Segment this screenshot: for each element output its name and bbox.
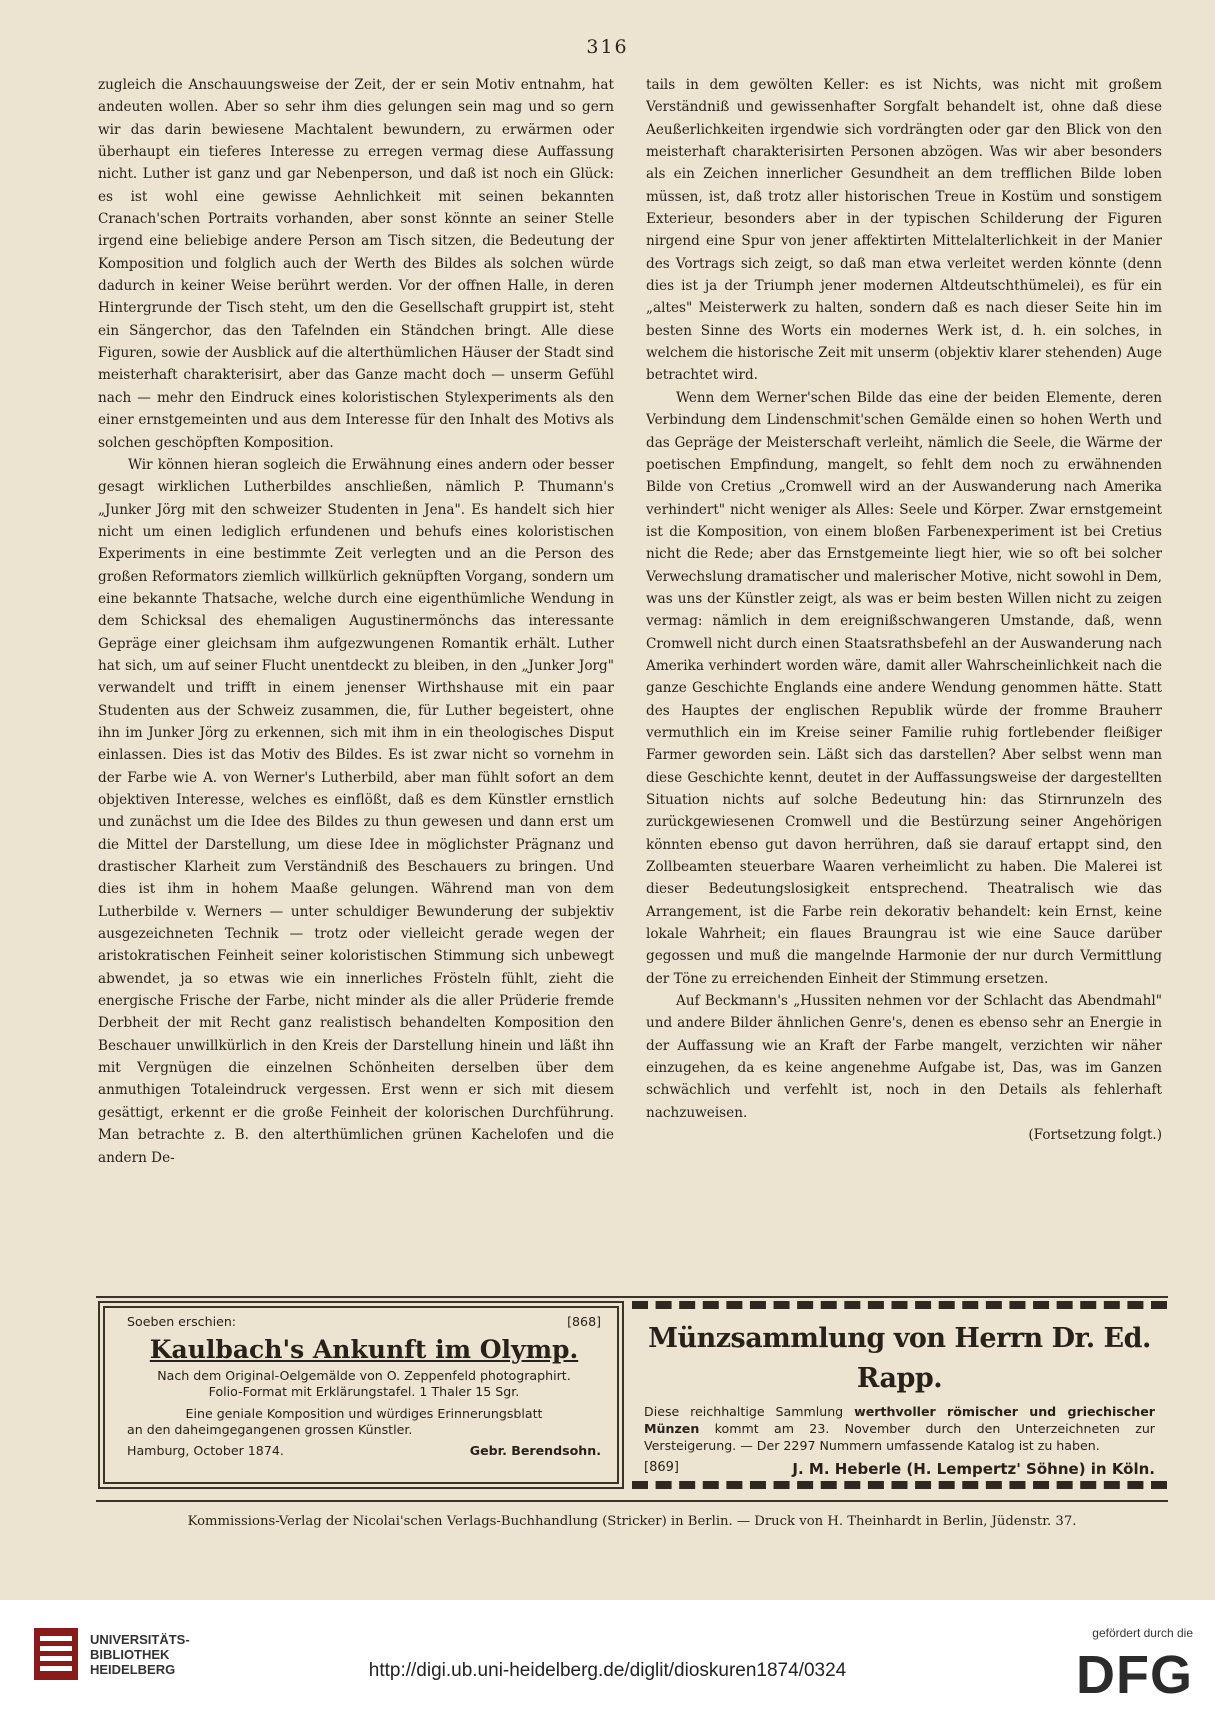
ad-number: [869] bbox=[644, 1460, 679, 1475]
permalink-url[interactable]: http://digi.ub.uni-heidelberg.de/diglit/dioskuren1874/0324 bbox=[368, 1660, 847, 1681]
ad-intro: Soeben erschien: bbox=[127, 1314, 237, 1329]
ad-line-2: Folio-Format mit Erklärungstafel. 1 Thaler 15 Sgr. bbox=[208, 1384, 520, 1399]
right-paragraph-3: Auf Beckmann's „Hussiten nehmen vor der Schlacht das Abendmahl" und andere Bilder ähnlichen Genre's, denen es ebenso sehr an Energie in der Auffassung wie an Kraft der Farbe mangelt, verzichten wir näher einzugehen, da es keine angenehme Aufgabe ist, Das, was im Ganzen schwächlich und verfehlt ist, noch in den Details als fehlerhaft nachzuweisen. bbox=[646, 993, 1162, 1121]
left-text-column bbox=[98, 74, 614, 1294]
ad-firm: J. M. Heberle (H. Lempertz' Söhne) in Köln. bbox=[792, 1460, 1155, 1478]
ad-title: Münzsammlung von Herrn Dr. Ed. Rapp. bbox=[648, 1323, 1151, 1394]
continuation-note: (Fortsetzung folgt.) bbox=[1028, 1127, 1162, 1144]
ad-title: Kaulbach's Ankunft im Olymp. bbox=[149, 1335, 579, 1364]
funded-by-label: gefördert durch die bbox=[1092, 1626, 1193, 1640]
bottom-divider bbox=[96, 1500, 1168, 1502]
top-divider bbox=[96, 1296, 1168, 1298]
imprint-line: Kommissions-Verlag der Nicolai'schen Verlags-Buchhandlung (Stricker) in Berlin. — Druck von H. Theinhardt in Berlin, Jüdenstr. 37. bbox=[187, 1514, 1077, 1529]
page-number: 316 bbox=[586, 36, 629, 58]
ad-number: [868] bbox=[567, 1314, 601, 1329]
ad-line-3: Eine geniale Komposition und würdiges Erinnerungsblatt bbox=[185, 1406, 543, 1421]
right-paragraph-2: Wenn dem Werner'schen Bilde das eine der beiden Elemente, deren Verbindung dem Lindenschmit'schen Gemälde einen so hohen Werth und das Gepräge der Meisterschaft verleiht, nämlich die Seele, die Wärme der poetischen Empfindung, mangelt, so fehlt dem noch zu erwähnenden Bilde von Cretius „Cromwell wird an der Auswanderung nach Amerika verhindert" nicht weniger als Alles: Seele und Körper. Zwar ernstgemeint ist die Komposition, von einem bloßen Farbenexperiment ist bei Cretius nicht die Rede; aber das Ernstgemeinte liegt hier, wie so oft bei solcher Verwechslung dramatischer und malerischer Motive, nicht sowohl in Dem, was uns der Künstler zeigt, als was er beim besten Willen nicht zu zeigen vermag: nämlich in dem ereignißschwangeren Umstande, daß, wenn Cromwell nicht durch einen Staatsrathsbefehl an der Auswanderung nach Amerika verhindert worden wäre, damit aller Wahrscheinlichkeit nach die ganze Geschichte Englands eine andere Wendung genommen hätte. Statt des Hauptes der englischen Republik würde der fromme Brauherr vermuthlich ein im Kreise seiner Familie ruhig fortlebender fleißiger Farmer geworden sein. Läßt sich das darstellen? Aber selbst wenn man diese Geschichte kennt, deutet in der Auffassungsweise der dargestellten Situation nichts auf solche Bedeutung hin: das Stirnrunzeln des zurückgewiesenen Cromwell und die Bestürzung seiner Angehörigen könnten ebenso gut davon herrühren, daß sie darauf ertappt sind, den Zollbeamten steuerbare Waaren verheimlicht zu haben. Die Malerei ist dieser Bedeutungslosigkeit entsprechend. Theatralisch wie das Arrangement, ist die Farbe rein dekorativ behandelt: kein Ernst, keine lokale Wahrheit; ein flaues Braungrau ist wie eine Sauce darüber gegossen und muß die mangelnde Harmonie der nur durch Vermittlung der Töne zu erreichenden Einheit der Stimmung ersetzen. bbox=[646, 389, 1162, 987]
library-name-line-1: UNIVERSITÄTS- bbox=[90, 1631, 190, 1647]
ad-body: Diese reichhaltige Sammlung werthvoller römischer und griechischer Münzen kommt am 23. November durch den Unterzeichneten zur Versteigerung. — Der 2297 Nummern umfassende Katalog ist zu haben. bbox=[644, 1404, 1155, 1453]
advertisement-coin-collection bbox=[632, 1301, 1167, 1489]
left-paragraph-2: Wir können hieran sogleich die Erwähnung eines andern oder besser gesagt wirklichen Lutherbildes anschließen, nämlich P. Thumann's „Junker Jörg mit den schweizer Studenten in Jena". Es handelt sich hier nicht um einen lediglich erfundenen und behufs eines koloristischen Experiments in eine bestimmte Zeit verlegten und an die Person des großen Reformators ziemlich willkürlich geknüpften Vorgang, sondern um eine bekannte Thatsache, welche durch eine eigenthümliche Wendung in dem Schicksal des ehemaligen Augustinermönchs das interessante Gepräge einer gleichsam ihm aufgezwungenen Romantik erhält. Luther hat sich, um auf seiner Flucht unentdeckt zu bleiben, in den „Junker Jorg" verwandelt und trifft in einem jenenser Wirthshause mit ein paar Studenten aus der Schweiz zusammen, die, für Luther begeistert, ohne ihn im Junker Jörg zu erkennen, sich mit ihm in ein theologisches Disput einlassen. Dies ist das Motiv des Bildes. Es ist zwar nicht so vornehm in der Farbe wie A. von Werner's Lutherbild, aber man fühlt sofort an dem objektiven Interesse, welches es einflößt, daß es dem Künstler ernstlich und zunächst um die Idee des Bildes zu thun gewesen und dann erst um die Mittel der Darstellung, um diese Idee in möglichster Prägnanz und drastischer Klarheit zum Verständniß des Beschauers zu bringen. Und dies ist ihm in hohem Maaße gelungen. Während man von dem Lutherbilde v. Werners — unter schuldiger Bewunderung der subjektiv ausgezeichneten Technik — trotz oder vielleicht gerade wegen der aristokratischen Feinheit seiner koloristischen Stimmung sich unbewegt abwendet, ja so etwas wie ein innerliches Frösteln fühlt, zieht die energische Frische der Farbe, nicht minder als die aller Prüderie fremde Derbheit der mit Recht ganz realistisch behandelten Komposition den Beschauer unwillkürlich in den Kreis der Darstellung hinein und läßt ihn mit Vergnügen die einzelnen Schönheiten derselben über dem anmuthigen Totaleindruck vergessen. Erst wenn er sich mit diesem gesättigt, erkennt er die große Feinheit der kolorischen Durchführung. Man betrachte z. B. den alterthümlichen grünen Kachelofen und die andern De- bbox=[98, 456, 614, 1166]
library-name-line-2: BIBLIOTHEK bbox=[90, 1646, 170, 1662]
dfg-logo: DFG bbox=[1076, 1645, 1193, 1705]
advertisement-kaulbach bbox=[98, 1301, 624, 1489]
ad-publisher: Gebr. Berendsohn. bbox=[469, 1443, 601, 1458]
library-name-line-3: HEIDELBERG bbox=[90, 1661, 176, 1677]
ad-place-date: Hamburg, October 1874. bbox=[127, 1443, 284, 1458]
left-paragraph-1: zugleich die Anschauungsweise der Zeit, der er sein Motiv entnahm, hat andeuten wollen. Aber so sehr ihm dies gelungen sein mag und so gern wir das darin bewiesene Machtalent bewundern, zu erwärmen oder überhaupt ein tieferes Interesse zu erregen vermag diese Auffassung nicht. Luther ist ganz und gar Nebenperson, und daß ist noch ein Glück: es ist wohl eine gewisse Aehnlichkeit mit seinen bekannten Cranach'schen Portraits vorhanden, aber sonst könnte an seiner Stelle irgend eine beliebige andere Person am Tisch sitzen, die Bedeutung der Komposition und folglich auch der Werth des Bildes als solchen würde dadurch in keiner Weise berührt werden. Vor der offnen Halle, in deren Hintergrunde der Tisch steht, um den die Gesellschaft gruppirt ist, steht ein Sängerchor, das den Tafelnden ein Ständchen bringt. Alle diese Figuren, sowie der Ausblick auf die alterthümlichen Häuser der Stadt sind meisterhaft charakterisirt, aber das Ganze macht doch — unserm Gefühl nach — mehr den Eindruck eines koloristischen Stylexperiments als den einer ernstgemeinten und aus dem Interesse für den Inhalt des Motivs als solchen geschöpften Komposition. bbox=[98, 77, 614, 451]
right-text-column bbox=[646, 74, 1162, 1294]
right-paragraph-1: tails in dem gewölten Keller: es ist Nichts, was nicht mit großem Verständniß und gewissenhafter Sorgfalt behandelt ist, ohne daß diese Aeußerlichkeiten irgendwie sich vordrängten oder gar den Blick von den meisterhaft charakterisirten Personen abzögen. Was wir aber besonders als ein Zeichen innerlicher Gesundheit an dem trefflichen Bilde loben müssen, ist, daß trotz aller historischen Treue in Kostüm und sonstigem Exterieur, besonders aber in der typischen Schilderung der Figuren nirgend eine Spur von jener affektirten Mittelalterlichkeit in der Manier des Vortrags sich zeigt, so daß man etwa verleitet werden könnte (denn dies ist ja der Triumph jener modernen Altdeutschthümelei), es für ein „altes" Meisterwerk zu halten, sondern daß es nach dieser Seite hin im besten Sinne des Worts ein modernes Werk ist, d. h. ein solches, in welchem die historische Zeit mit unserm (objektiv klarer stehenden) Auge betrachtet wird. bbox=[646, 77, 1162, 384]
ad-line-4: an den daheimgegangenen grossen Künstler. bbox=[127, 1422, 413, 1437]
ad-line-1: Nach dem Original-Oelgemälde von O. Zeppenfeld photographirt. bbox=[157, 1368, 571, 1383]
